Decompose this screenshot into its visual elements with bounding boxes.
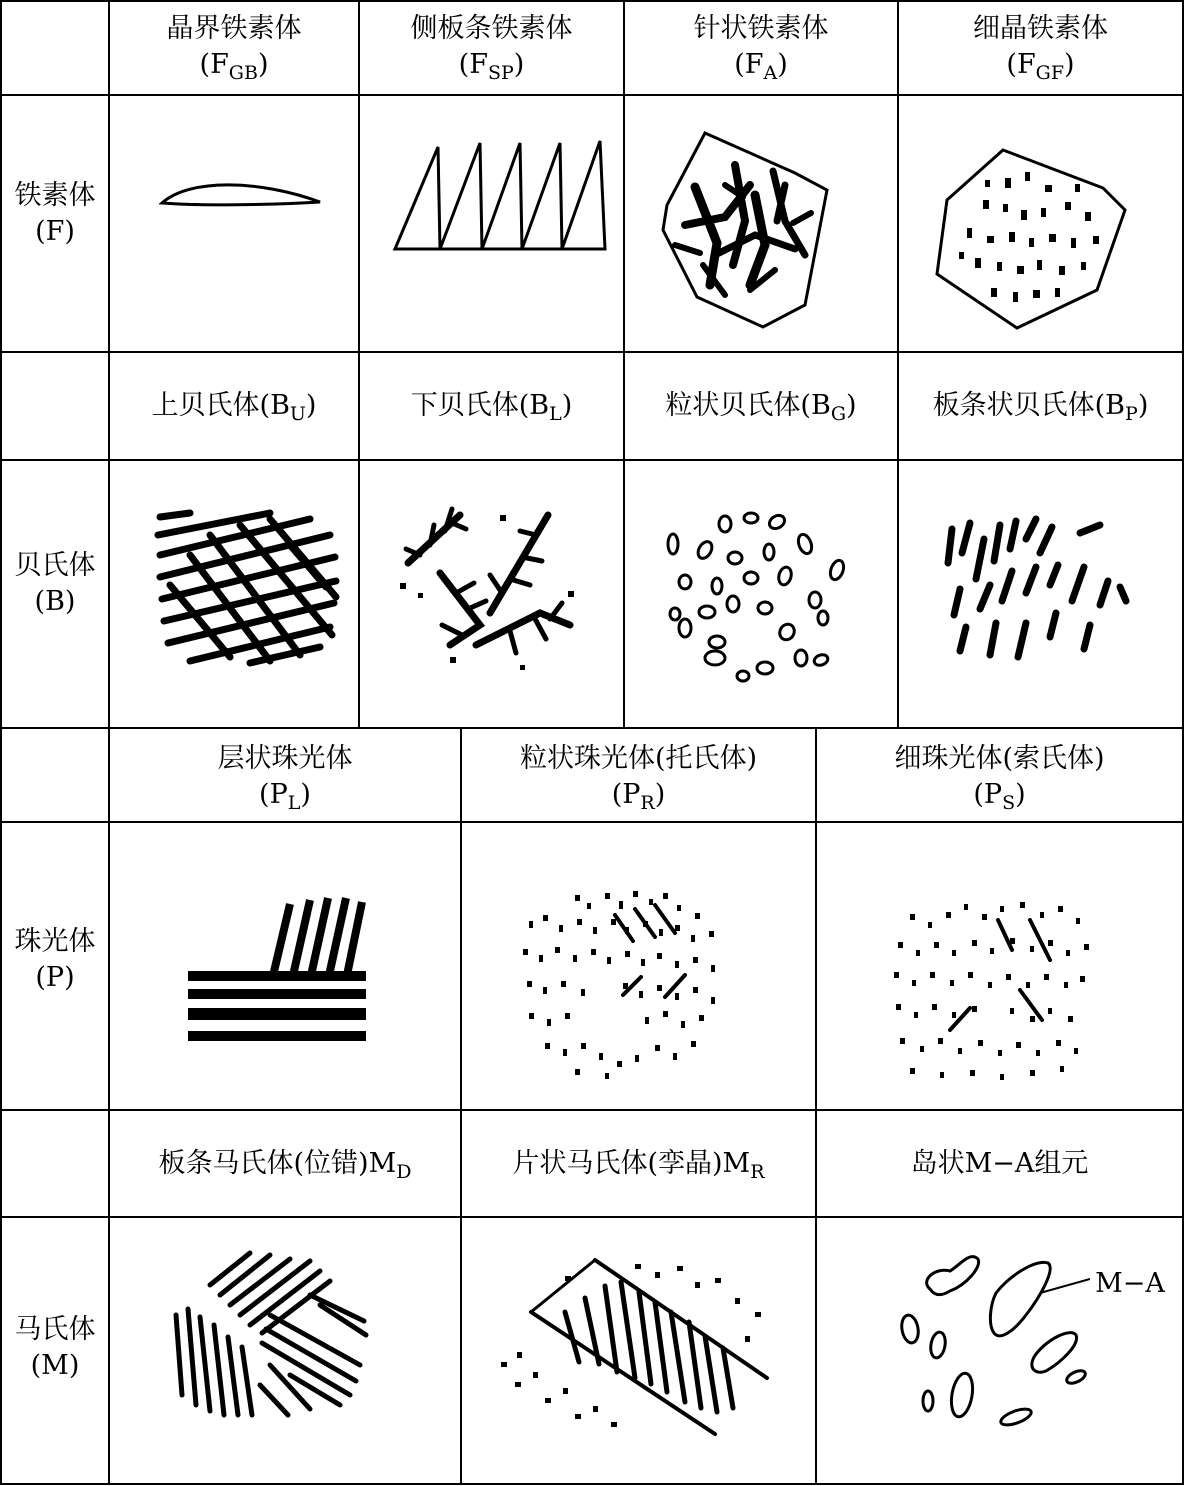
header-martensite-ma: 岛状M−A组元 [910,1148,1089,1179]
header-ferrite-a: 针状铁素体 $(F_A)$ [693,13,829,84]
header-ferrite-gf: 细晶铁素体 $(F_{GF})$ [973,13,1108,84]
grain-boundary-ferrite-drawing [150,170,330,220]
header-pearlite-l: 层状珠光体 $(P_L)$ [217,743,353,814]
acicular-ferrite-drawing [655,125,835,335]
row-label-martensite: 马氏体 (M) [14,1314,96,1381]
row-label-pearlite: 珠光体 (P) [14,926,96,993]
header-ferrite-gb: 晶界铁素体 $(F_{GB})$ [166,13,302,84]
granular-bainite-drawing [655,500,855,690]
header-bainite-p: 板条状贝氏体$(B_P)$ [932,390,1149,425]
ma-callout-label: M−A [1095,1268,1165,1299]
side-plate-ferrite-drawing [390,135,615,260]
header-pearlite-s: 细珠光体(索氏体) $(P_S)$ [894,743,1105,814]
plate-martensite-drawing [495,1252,770,1437]
row-label-bainite: 贝氏体 (B) [14,550,96,617]
header-bainite-g: 粒状贝氏体$(B_G)$ [665,390,857,425]
header-ferrite-sp: 侧板条铁素体 $(F_{SP})$ [410,13,573,84]
lower-bainite-drawing [390,495,585,670]
lath-martensite-drawing [170,1245,375,1420]
ma-islands-drawing [890,1245,1090,1440]
header-bainite-l: 下贝氏体$(B_L)$ [410,390,573,425]
header-bainite-u: 上贝氏体$(B_U)$ [151,390,317,425]
header-martensite-r: 片状马氏体(孪晶)$M_R$ [512,1148,765,1183]
upper-bainite-drawing [150,505,345,670]
header-pearlite-r: 粒状珠光体(托氏体) $(P_R)$ [519,743,758,814]
row-label-ferrite: 铁素体 (F) [14,180,96,247]
header-martensite-d: 板条马氏体(位错)$M_D$ [158,1148,412,1183]
lamellar-pearlite-drawing [180,890,370,1050]
platelet-bainite-drawing [940,505,1135,670]
fine-grain-ferrite-drawing [925,140,1135,335]
troostite-pearlite-drawing [515,885,730,1085]
sorbite-pearlite-drawing [880,890,1105,1085]
